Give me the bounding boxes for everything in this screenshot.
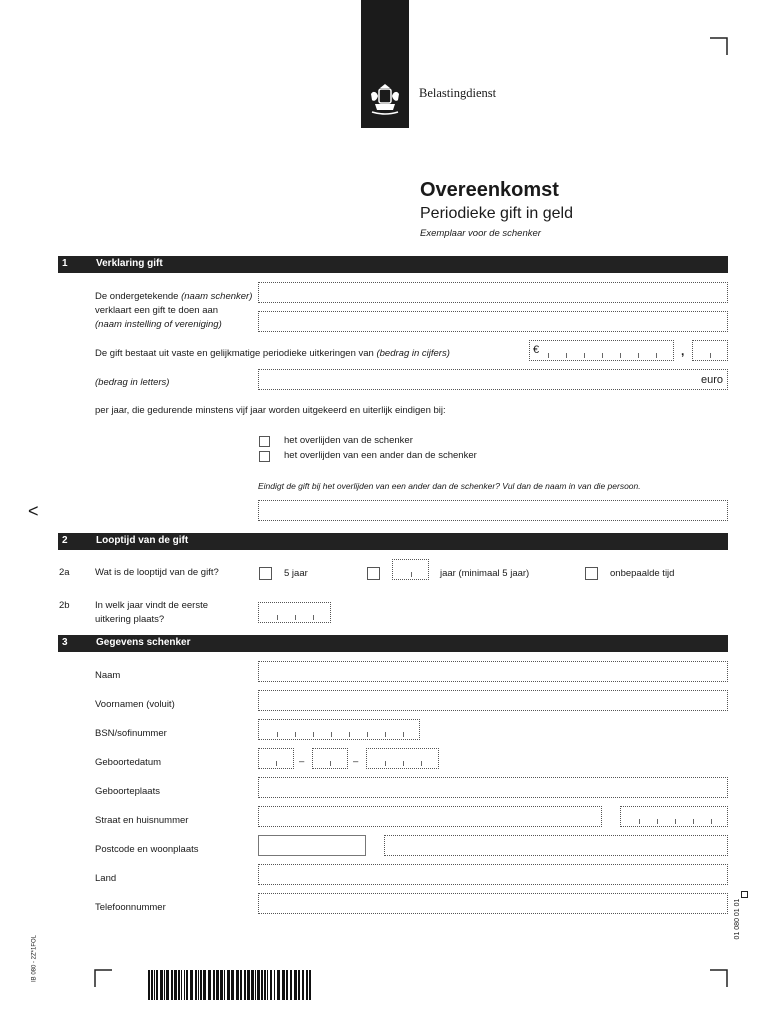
page-title: Overeenkomst <box>420 179 559 201</box>
amount-cents-field[interactable] <box>692 340 728 361</box>
amount-digits-field[interactable] <box>529 340 674 361</box>
section-number: 3 <box>62 637 68 648</box>
logo-block <box>361 0 409 128</box>
birth-place-field[interactable] <box>258 777 728 798</box>
option-other-death-checkbox[interactable] <box>259 451 270 462</box>
donor-name-field[interactable] <box>258 282 728 303</box>
term-indefinite-checkbox[interactable] <box>585 567 598 580</box>
label-hint: (naam schenker) <box>181 291 253 302</box>
label-text: De ondergetekende <box>95 291 182 302</box>
phone-label: Telefoonnummer <box>95 902 166 913</box>
term-indefinite-label: onbepaalde tijd <box>610 568 675 579</box>
first-names-field[interactable] <box>258 690 728 711</box>
amount-letters-field[interactable] <box>258 369 728 390</box>
copy-note: Exemplaar voor de schenker <box>420 228 541 239</box>
question-2b-number: 2b <box>59 600 70 611</box>
term-custom-checkbox[interactable] <box>367 567 380 580</box>
question-2a-label: Wat is de looptijd van de gift? <box>95 567 219 578</box>
term-5-years-label: 5 jaar <box>284 568 308 579</box>
other-person-field[interactable] <box>258 500 728 521</box>
recipient-hint: (naam instelling of vereniging) <box>95 319 222 330</box>
first-payment-year-field[interactable] <box>258 602 331 623</box>
section-number: 2 <box>62 535 68 546</box>
section-title: Gegevens schenker <box>96 637 191 648</box>
option-other-death-label: het overlijden van een ander dan de schenker <box>284 450 477 461</box>
date-separator: – <box>299 756 305 767</box>
form-code-left: IB 080 - 2Z*1FOL <box>31 934 38 983</box>
recipient-field[interactable] <box>258 311 728 332</box>
bsn-field[interactable] <box>258 719 420 740</box>
amount-label <box>95 348 450 360</box>
question-2b-label-1: In welk jaar vindt de eerste <box>95 600 209 611</box>
page-subtitle: Periodieke gift in geld <box>420 205 573 222</box>
first-names-label: Voornamen (voluit) <box>95 699 175 710</box>
birth-day-field[interactable] <box>258 748 294 769</box>
other-person-note: Eindigt de gift bij het overlijden van een ander dan de schenker? Vul dan de naam in van die persoon. <box>258 481 641 491</box>
label-text: De gift bestaat uit vaste en gelijkmatige periodieke uitkeringen van <box>95 348 377 359</box>
option-own-death-checkbox[interactable] <box>259 436 270 447</box>
brand-name: Belastingdienst <box>419 86 497 100</box>
section-title: Verklaring gift <box>96 258 163 269</box>
crop-mark-top-right <box>710 37 728 55</box>
city-field[interactable] <box>384 835 728 856</box>
birth-year-field[interactable] <box>366 748 439 769</box>
house-number-field[interactable] <box>620 806 728 827</box>
section-3-header <box>58 635 728 652</box>
birth-place-label: Geboorteplaats <box>95 786 160 797</box>
euro-sign: € <box>533 344 540 356</box>
form-code-right: 01 080 01 01 <box>734 898 741 940</box>
postcode-label: Postcode en woonplaats <box>95 844 199 855</box>
date-separator: – <box>353 756 359 767</box>
name-field[interactable] <box>258 661 728 682</box>
side-mark: < <box>28 501 39 521</box>
period-text: per jaar, die gedurende minstens vijf jaar worden uitgekeerd en uiterlijk eindigen bij: <box>95 405 446 416</box>
crop-mark-bottom-right <box>710 969 728 987</box>
section-2-header <box>58 533 728 550</box>
birth-date-label: Geboortedatum <box>95 757 162 768</box>
label-hint: (bedrag in cijfers) <box>376 348 450 359</box>
name-label: Naam <box>95 670 121 681</box>
page-marker-square <box>741 891 748 898</box>
country-label: Land <box>95 873 117 884</box>
birth-month-field[interactable] <box>312 748 348 769</box>
crop-mark-bottom-left <box>94 969 112 987</box>
country-field[interactable] <box>258 864 728 885</box>
section-1-header <box>58 256 728 273</box>
bsn-label: BSN/sofinummer <box>95 728 167 739</box>
term-5-years-checkbox[interactable] <box>259 567 272 580</box>
donor-name-label <box>95 291 252 303</box>
street-field[interactable] <box>258 806 602 827</box>
term-years-field[interactable] <box>392 559 429 580</box>
postcode-field[interactable] <box>258 835 366 856</box>
barcode <box>148 970 314 1000</box>
phone-field[interactable] <box>258 893 728 914</box>
euro-suffix: euro <box>700 374 723 386</box>
question-2a-number: 2a <box>59 567 70 578</box>
recipient-label: verklaart een gift te doen aan <box>95 305 219 316</box>
term-custom-label: jaar (minimaal 5 jaar) <box>440 568 530 579</box>
decimal-comma: , <box>681 344 685 358</box>
section-number: 1 <box>62 258 68 269</box>
option-own-death-label: het overlijden van de schenker <box>284 435 413 446</box>
street-label: Straat en huisnummer <box>95 815 189 826</box>
section-title: Looptijd van de gift <box>96 535 189 546</box>
amount-letters-label: (bedrag in letters) <box>95 377 170 388</box>
coat-of-arms-icon <box>367 82 403 118</box>
question-2b-label-2: uitkering plaats? <box>95 614 165 625</box>
